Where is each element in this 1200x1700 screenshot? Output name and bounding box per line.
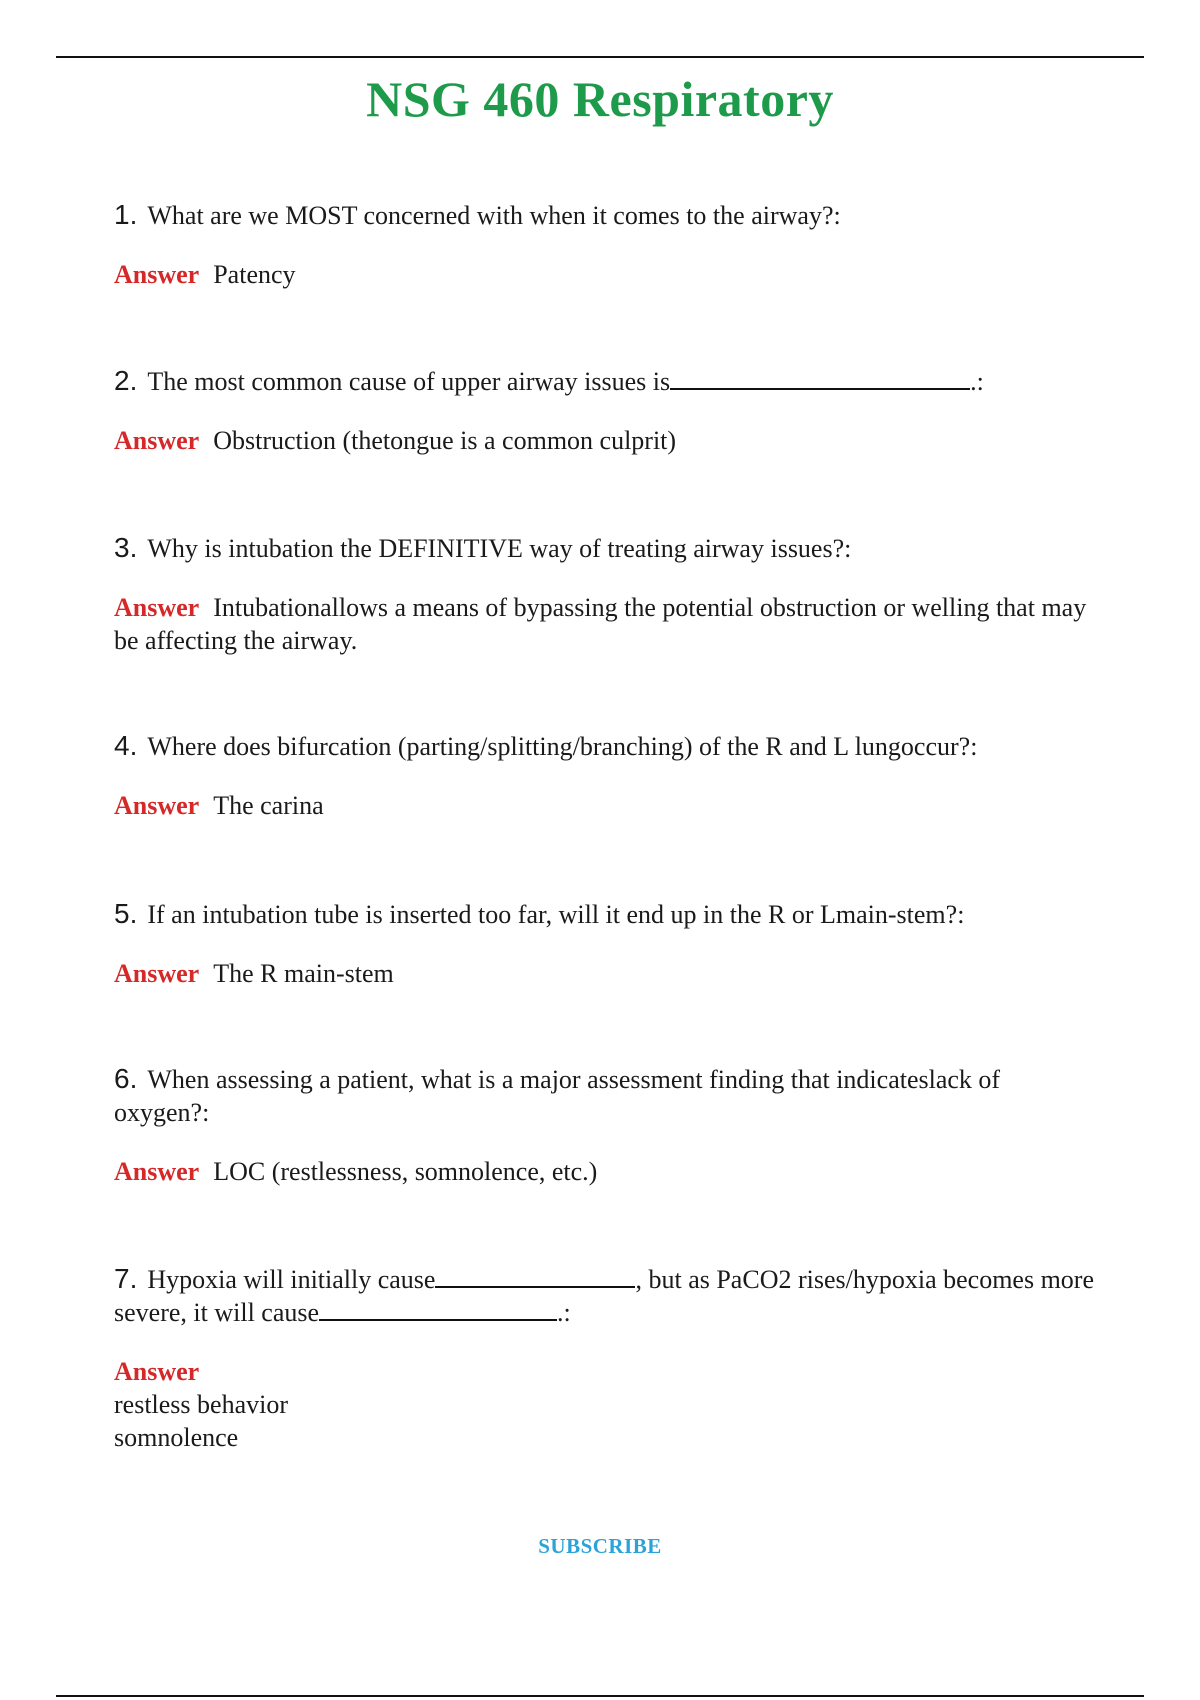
answer-label: Answer: [114, 959, 200, 988]
fill-in-blank: [670, 366, 970, 390]
answer-label: Answer: [114, 1357, 200, 1386]
answer-text: somnolence: [114, 1423, 239, 1452]
bottom-rule: [56, 1695, 1144, 1697]
question-text: , but as PaCO2 rises/hypoxia becomes more severe, it will cause: [114, 1265, 1094, 1327]
answer-label: Answer: [114, 791, 200, 820]
answer-text: Obstruction (thetongue is a common culprit): [213, 426, 677, 455]
answer-label: Answer: [114, 1157, 200, 1186]
question-text: Where does bifurcation (parting/splitting/branching) of the R and L lungoccur?:: [147, 732, 978, 761]
question-text: Hypoxia will initially cause: [147, 1265, 436, 1294]
question-2: [114, 364, 1114, 398]
question-7: [114, 1262, 1124, 1329]
question-block-6: [114, 1062, 1074, 1188]
question-4: [114, 729, 1114, 763]
answer-text: Intubationallows a means of bypassing the potential obstruction or welling that may be affecting the airway.: [114, 593, 1087, 655]
fill-in-blank: [319, 1297, 557, 1321]
answer-text: The carina: [213, 791, 324, 820]
answer-1: [114, 258, 1114, 291]
answer-4: [114, 789, 1114, 822]
question-block-1: [114, 198, 1114, 291]
answer-label: Answer: [114, 426, 200, 455]
answer-text: The R main-stem: [213, 959, 394, 988]
question-text: Why is intubation the DEFINITIVE way of treating airway issues?:: [147, 534, 852, 563]
question-text: When assessing a patient, what is a major assessment finding that indicateslack of oxygen?:: [114, 1065, 1001, 1127]
answer-5: [114, 957, 1114, 990]
question-number: 6.: [114, 1063, 138, 1094]
question-number: 3.: [114, 532, 138, 563]
question-5: [114, 897, 1114, 931]
subscribe-link[interactable]: SUBSCRIBE: [538, 1534, 662, 1558]
question-number: 7.: [114, 1263, 138, 1294]
top-rule: [56, 56, 1144, 58]
question-text: The most common cause of upper airway issues is: [147, 367, 671, 396]
question-block-2: [114, 364, 1114, 457]
question-6: [114, 1062, 1074, 1129]
question-text-suffix: .:: [970, 367, 984, 396]
answer-text: LOC (restlessness, somnolence, etc.): [213, 1157, 598, 1186]
question-block-7: [114, 1262, 1124, 1454]
question-number: 5.: [114, 898, 138, 929]
document-title: NSG 460 Respiratory: [366, 71, 834, 127]
question-3: [114, 531, 1114, 565]
answer-text: restless behavior: [114, 1390, 289, 1419]
fill-in-blank: [435, 1264, 635, 1288]
question-number: 4.: [114, 730, 138, 761]
answer-2: [114, 424, 1114, 457]
answer-6: [114, 1155, 1074, 1188]
answer-3: [114, 591, 1114, 657]
question-number: 1.: [114, 199, 138, 230]
answer-label: Answer: [114, 593, 200, 622]
answer-label: Answer: [114, 260, 200, 289]
answer-7: [114, 1355, 1124, 1454]
question-1: [114, 198, 1114, 232]
question-text: What are we MOST concerned with when it comes to the airway?:: [147, 201, 841, 230]
question-block-5: [114, 897, 1114, 990]
question-number: 2.: [114, 365, 138, 396]
question-block-3: [114, 531, 1114, 657]
answer-text: Patency: [213, 260, 296, 289]
question-text: If an intubation tube is inserted too far, will it end up in the R or Lmain-stem?:: [147, 900, 965, 929]
question-block-4: [114, 729, 1114, 822]
question-text-suffix: .:: [557, 1298, 571, 1327]
